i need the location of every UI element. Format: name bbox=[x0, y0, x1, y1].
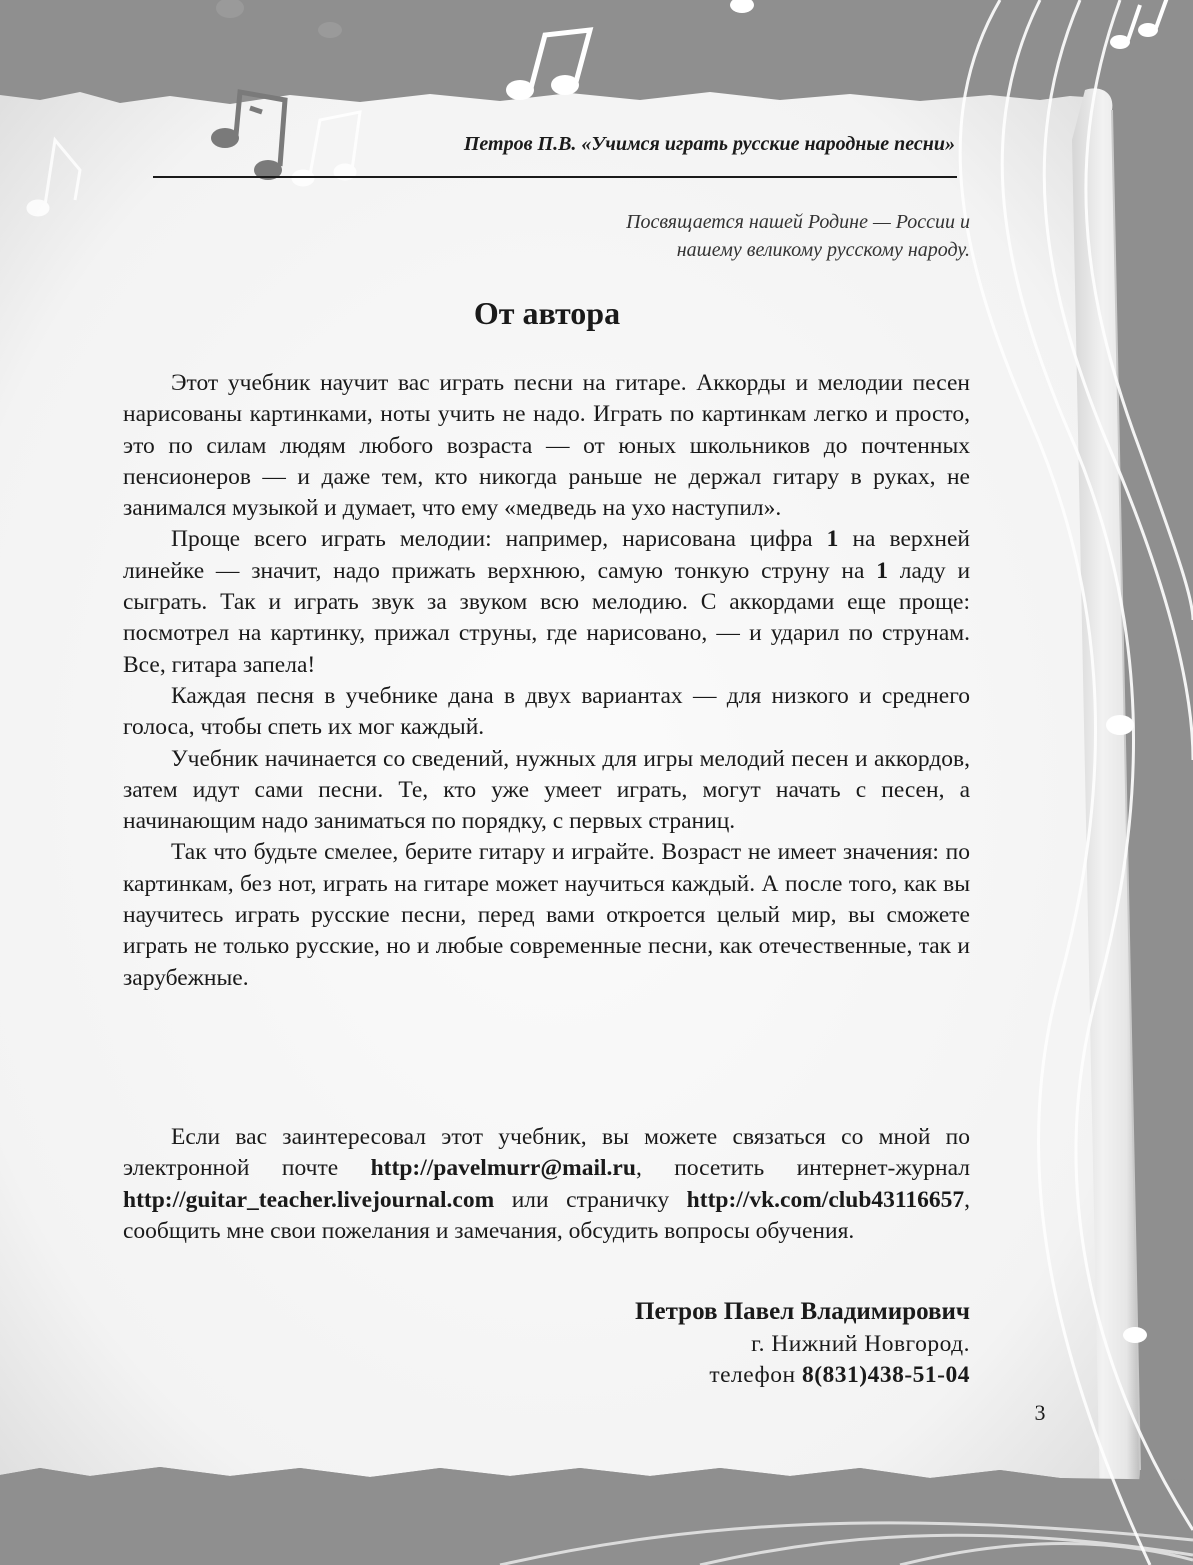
phone-number: 8(831)438-51-04 bbox=[801, 1362, 970, 1388]
paragraph-2-part-a: Проще всего играть мелодии: например, нарисована цифра bbox=[171, 526, 813, 553]
author-phone-line bbox=[470, 1360, 970, 1391]
contact-text-2: , посетить интернет-журнал bbox=[635, 1155, 970, 1182]
running-head: Петров П.В. «Учимся играть русские народные песни» bbox=[463, 133, 955, 155]
dedication-line-2: нашему великому русскому народу. bbox=[676, 239, 970, 261]
header-rule bbox=[153, 176, 957, 178]
paragraph-3: Каждая песня в учебнике дана в двух вариантах — для низкого и среднего голоса, чтобы спеть их мог каждый. bbox=[123, 682, 970, 741]
dedication bbox=[470, 208, 970, 264]
paragraph-2 bbox=[123, 524, 970, 680]
phone-label: телефон bbox=[709, 1362, 796, 1388]
paragraph-4: Учебник начинается со сведений, нужных для игры мелодий песен и аккордов, затем идут сами песни. Те, кто уже умеет играть, могут начать с песен, а начинающим надо заниматься по порядку, с первых страниц. bbox=[123, 745, 970, 835]
email-link[interactable]: http://pavelmurr@mail.ru bbox=[370, 1155, 636, 1182]
contact-text-1: Если вас заинтересовал этот учебник, вы можете связаться со мной по электронной почте bbox=[123, 1124, 970, 1182]
contact-text-4: , сообщить мне свои пожелания и замечания, обсудить вопросы обучения. bbox=[123, 1186, 971, 1244]
signature bbox=[470, 1296, 970, 1391]
author-name: Петров Павел Владимирович bbox=[635, 1298, 970, 1325]
fret-number-2: 1 bbox=[876, 557, 888, 584]
contact-text-3: или страничку bbox=[511, 1186, 670, 1213]
fret-number-1: 1 bbox=[826, 526, 839, 553]
page-title: От автора bbox=[473, 295, 621, 331]
vk-link[interactable]: http://vk.com/club43116657 bbox=[686, 1186, 965, 1213]
blog-link[interactable]: http://guitar_teacher.livejournal.com bbox=[123, 1186, 495, 1213]
body-text bbox=[123, 368, 970, 994]
bottom-band bbox=[0, 1467, 1193, 1565]
paragraph-5: Так что будьте смелее, берите гитару и играйте. Возраст не имеет значения: по картинкам, без нот, играть на гитаре может научиться каждый. А после того, как вы научитесь играть русские песни, перед вами откроется целый мир, вы сможете играть не только русские, но и любые современные песни, как отечественные, так и зарубежные. bbox=[123, 839, 970, 991]
contact-info bbox=[123, 1122, 970, 1247]
paragraph-1: Этот учебник научит вас играть песни на гитаре. Аккорды и мелодии песен нарисованы картинками, ноты учить не надо. Играть по картинкам легко и просто, это по силам людям любого возраста — от юных школьников до почтенных пенсионеров — и даже тем, кто никогда раньше не держал гитару в руках, не занимался музыкой и думает, что ему «медведь на ухо наступил». bbox=[123, 370, 970, 522]
page-number: 3 bbox=[1034, 1400, 1046, 1425]
dedication-line-1: Посвящается нашей Родине — России и bbox=[626, 211, 970, 233]
author-city: г. Нижний Новгород. bbox=[751, 1331, 970, 1357]
contact-paragraph bbox=[123, 1122, 970, 1247]
paragraph-2-part-c: ладу и сыграть. Так и играть звук за звуком всю мелодию. С аккордами еще проще: посмотрел на картинку, прижал струны, где нарисовано, — и ударил по струнам. Все, гитара запела! bbox=[123, 557, 971, 678]
paragraph-2-part-b: на верхней линейке — значит, надо прижать верхнюю, самую тонкую струну на bbox=[123, 526, 971, 584]
